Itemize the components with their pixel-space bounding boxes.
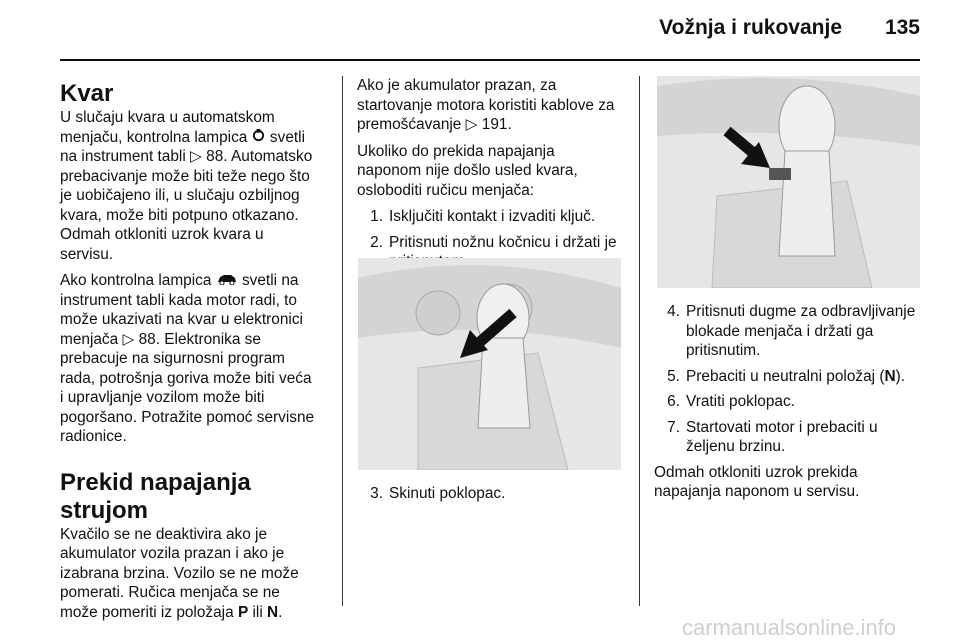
column-3 [654, 302, 929, 509]
list-item: 5. Prebaciti u neutralni položaj (N). [667, 367, 906, 385]
list-item: 7. Startovati motor i prebaciti u željenu brzinu. [667, 418, 878, 455]
reference-arrow-icon: ▷ [190, 148, 202, 165]
column-1 [60, 80, 330, 629]
section-title: Vožnja i rukovanje [659, 16, 842, 39]
column-2-bottom [357, 484, 632, 510]
heading-kvar: Kvar [60, 80, 114, 107]
header-rule [60, 59, 920, 61]
column-2 [357, 76, 632, 278]
list-item: 4. Pritisnuti dugme za odbravljivanje blokade menjača i držati ga pritisnutim. [667, 303, 916, 359]
watermark-url: carmanualsonline.info [682, 615, 897, 640]
paragraph-release: Ukoliko do prekida napajanja naponom nije došlo usled kvara, osloboditi ručicu menjača: [357, 142, 578, 199]
reference-arrow-icon: ▷ [122, 330, 135, 348]
paragraph-final: Odmah otkloniti uzrok prekida napajanja naponom u servisu. [654, 463, 860, 500]
gear-lever-photo-1 [358, 258, 621, 470]
paragraph-kvar-2: Ako kontrolna lampica svetli na instrument tabli kada motor radi, to može ukazivati na kvar u elektronici menjača ▷ 88. Elektronika se prebacuje na sigurnosni program rada, potrošnja goriva može biti veća i upravljanje vozilom može biti pogoršano. Potražite pomoć servisne radionice. [60, 272, 315, 445]
list-item: 3. Skinuti poklopac. [370, 485, 506, 502]
list-item: 2. Pritisnuti nožnu kočnicu i držati je [370, 233, 617, 251]
column-divider [639, 76, 640, 606]
gearbox-warning-icon [252, 128, 266, 148]
list-item: 6. Vratiti poklopac. [667, 393, 795, 410]
column-divider [342, 76, 343, 606]
list-item: 1. Isključiti kontakt i izvaditi ključ. [370, 208, 596, 225]
steps-list-c [654, 302, 929, 457]
steps-list-b [357, 484, 632, 504]
page-header [0, 0, 960, 60]
page-number: 135 [884, 16, 920, 39]
car-wrench-icon [216, 271, 238, 291]
paragraph-battery: Ako je akumulator prazan, za startovanje motora koristiti kablove za premošćavanje ▷ 191. [357, 77, 615, 133]
gear-lever-photo-2 [657, 76, 920, 288]
reference-arrow-icon: ▷ [465, 116, 478, 133]
paragraph-prekid: Kvačilo se ne deaktivira ako je akumulator vozila prazan i ako je izabrana brzina. Vozilo se ne može pomerati. Ručica menjača se ne može pomeriti iz položaja P ili N. [60, 525, 299, 621]
paragraph-kvar-1: U slučaju kvara u automatskom menjaču, kontrolna lampica svetli na instrument tabli ▷ 88. Automatsko prebacivanje može biti teže nego što je uobičajeno ili, u slučaju ozbiljnog kvara, može biti potpuno otkazano. Odmah otkloniti uzrok kvara u servisu. [60, 109, 313, 263]
heading-prekid: Prekid napajanja strujom [60, 468, 251, 524]
